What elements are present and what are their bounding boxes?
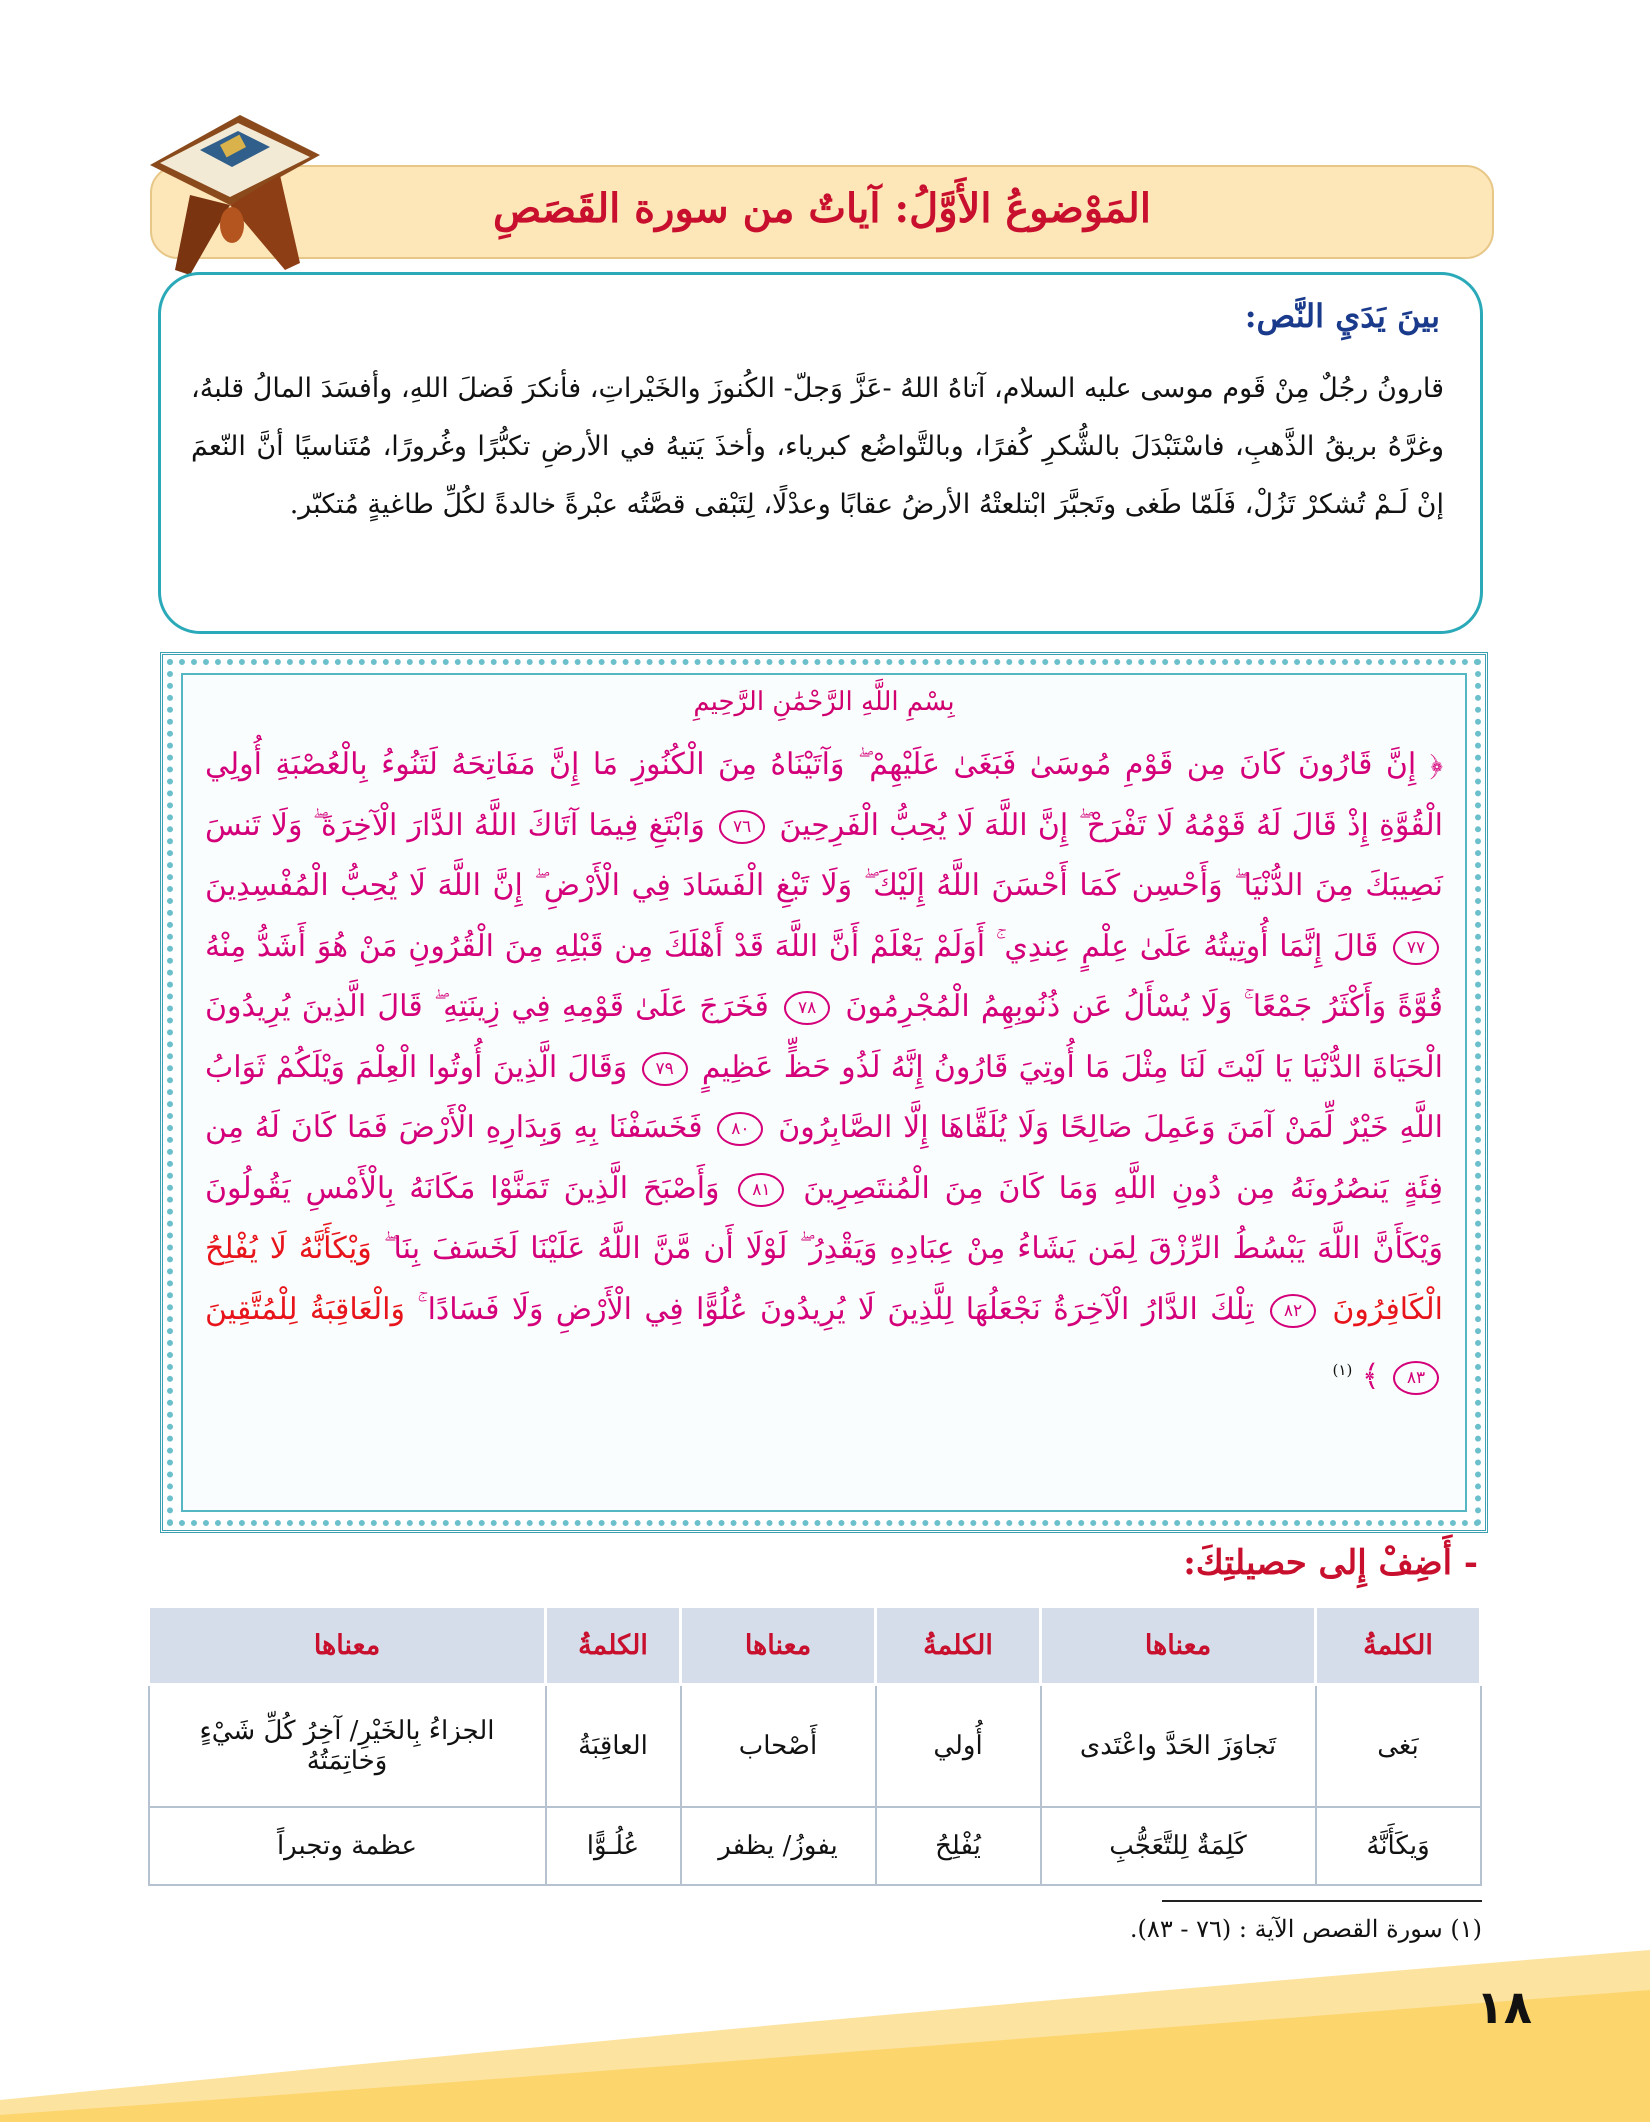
verse-text: قَالَ إِنَّمَا أُوتِيتُهُ عَلَىٰ عِلْمٍ عِندِي ۚ أَوَلَمْ يَعْلَمْ أَنَّ اللَّهَ قَدْ أَهْلَكَ مِن قَبْلِهِ مِنَ الْقُرُونِ مَنْ هُوَ أَشَدُّ مِنْهُ قُوَّةً وَأَكْثَرُ جَمْعًا ۚ وَلَا يُسْأَلُ عَن ذُنُوبِهِمُ الْمُجْرِمُونَ: [205, 928, 1443, 1024]
table-cell: العاقِبَةُ: [546, 1685, 681, 1808]
footnote-ref: (١): [1332, 1361, 1353, 1379]
verse-highlight: وَالْعَاقِبَةُ لِلْمُتَّقِينَ: [205, 1291, 405, 1327]
verse-text: فَخَرَجَ عَلَىٰ قَوْمِهِ فِي زِينَتِهِ ۖ قَالَ الَّذِينَ يُرِيدُونَ الْحَيَاةَ الدُّنْيَا يَا لَيْتَ لَنَا مِثْلَ مَا أُوتِيَ قَارُونُ إِنَّهُ لَذُو حَظٍّ عَظِيمٍ: [205, 989, 1443, 1085]
column-header: معناها: [1041, 1607, 1316, 1685]
table-cell: بَغى: [1316, 1685, 1481, 1808]
verse-number: ٨٠: [717, 1112, 763, 1146]
decorative-wave: [0, 1950, 1650, 2122]
verse-number: ٧٨: [784, 991, 830, 1025]
column-header: الكلمةُ: [546, 1607, 681, 1685]
table-cell: أَصْحاب: [681, 1685, 876, 1808]
page-title: المَوْضوعُ الأَوَّلُ: آياتٌ من سورة القَصَصِ: [493, 185, 1151, 232]
verse-highlight: وَيْكَأَنَّهُ لَا يُفْلِحُ الْكَافِرُونَ: [205, 1231, 1443, 1327]
vocab-heading: - أَضِفْ إِلى حصيلتِكَ:: [1183, 1543, 1478, 1583]
quran-panel: [181, 673, 1467, 1512]
verse-text: إِنَّ قَارُونَ كَانَ مِن قَوْمِ مُوسَىٰ فَبَغَىٰ عَلَيْهِمْ ۖ وَآتَيْنَاهُ مِنَ الْكُنُوزِ مَا إِنَّ مَفَاتِحَهُ لَتَنُوءُ بِالْعُصْبَةِ أُولِي الْقُوَّةِ إِذْ قَالَ لَهُ قَوْمُهُ لَا تَفْرَحْ ۖ إِنَّ اللَّهَ لَا يُحِبُّ الْفَرِحِينَ: [205, 747, 1443, 843]
verse-number: ٧٧: [1393, 931, 1439, 965]
table-cell: عظمة وتجبراً: [149, 1807, 546, 1885]
intro-text: قارونُ رجُلٌ مِنْ قَوم موسى عليه السلام، آتاهُ اللهُ -عَزَّ وَجلّ- الكُنوزَ والخَيْراتِ، فأنكرَ فَضلَ اللهِ، وأفسَدَ المالُ قلبهُ، وغرَّهُ بريقُ الذَّهبِ، فاسْتَبْدَلَ بالشُّكرِ كُفرًا، وبالتَّواضُع كبرياء، وأخذَ يَتيهُ في الأرضِ تكبُّرًا وغُرورًا، مُتَناسيًا أنَّ النّعمَ إنْ لَـمْ تُشكرْ تَزُلْ، فَلَمّا طَغى وتَجبَّرَ ابْتلعتْهُ الأرضُ عقابًا وعدْلًا، لِتَبْقى قصَّتُه عبْرةً خالدةً لكُلِّ طاغيةٍ مُتكبّر.: [191, 373, 1444, 520]
table-cell: عُلُـوًّا: [546, 1807, 681, 1885]
open-bracket: ﴿: [1429, 747, 1444, 782]
table-cell: كَلِمَةٌ لِلتَّعَجُّبِ: [1041, 1807, 1316, 1885]
verse-text: تِلْكَ الدَّارُ الْآخِرَةُ نَجْعَلُهَا لِلَّذِينَ لَا يُرِيدُونَ عُلُوًّا فِي الْأَرْضِ وَلَا فَسَادًا ۚ: [417, 1291, 1254, 1327]
quran-frame: [160, 652, 1488, 1533]
page-number: ١٨: [1475, 1980, 1532, 2034]
close-bracket: ﴾: [1361, 1359, 1380, 1394]
table-row: [149, 1807, 1481, 1885]
verse-number: ٨٢: [1270, 1294, 1316, 1328]
quran-verses: [205, 735, 1443, 1408]
table-cell: يفوزُ/ يظفر: [681, 1807, 876, 1885]
column-header: معناها: [681, 1607, 876, 1685]
footnote-divider: [1162, 1900, 1482, 1902]
column-header: معناها: [149, 1607, 546, 1685]
title-banner: [150, 165, 1494, 259]
table-cell: أُولي: [876, 1685, 1041, 1808]
table-cell: وَيكَأَنَّهُ: [1316, 1807, 1481, 1885]
table-cell: الجزاءُ بِالخَيْرِ/ آخِرُ كُلِّ شَيْءٍ وَخاتِمَتُهُ: [149, 1685, 546, 1808]
verse-text: فَخَسَفْنَا بِهِ وَبِدَارِهِ الْأَرْضَ فَمَا كَانَ لَهُ مِن فِئَةٍ يَنصُرُونَهُ مِن دُونِ اللَّهِ وَمَا كَانَ مِنَ الْمُنتَصِرِينَ: [205, 1110, 1444, 1206]
verse-text: وَابْتَغِ فِيمَا آتَاكَ اللَّهُ الدَّارَ الْآخِرَةَ ۖ وَلَا تَنسَ نَصِيبَكَ مِنَ الدُّنْيَا ۖ وَأَحْسِن كَمَا أَحْسَنَ اللَّهُ إِلَيْكَ ۖ وَلَا تَبْغِ الْفَسَادَ فِي الْأَرْضِ ۖ إِنَّ اللَّهَ لَا يُحِبُّ الْمُفْسِدِينَ: [205, 807, 1443, 903]
intro-box: [158, 272, 1483, 634]
table-header-row: [149, 1607, 1481, 1685]
verse-text: وَقَالَ الَّذِينَ أُوتُوا الْعِلْمَ وَيْلَكُمْ ثَوَابُ اللَّهِ خَيْرٌ لِّمَنْ آمَنَ وَعَمِلَ صَالِحًا وَلَا يُلَقَّاهَا إِلَّا الصَّابِرُونَ: [205, 1049, 1443, 1145]
basmala: بِسْمِ اللَّهِ الرَّحْمَٰنِ الرَّحِيمِ: [693, 687, 955, 717]
intro-heading: بينَ يَدَيِ النَّص:: [1244, 297, 1440, 335]
verse-number: ٨١: [738, 1173, 784, 1207]
table-row: [149, 1685, 1481, 1808]
vocab-table: [147, 1605, 1482, 1886]
table-cell: تَجاوَزَ الحَدَّ واعْتَدى: [1041, 1685, 1316, 1808]
verse-number: ٧٦: [719, 810, 765, 844]
verse-text: وَأَصْبَحَ الَّذِينَ تَمَنَّوْا مَكَانَهُ بِالْأَمْسِ يَقُولُونَ وَيْكَأَنَّ اللَّهَ يَبْسُطُ الرِّزْقَ لِمَن يَشَاءُ مِنْ عِبَادِهِ وَيَقْدِرُ ۖ لَوْلَا أَن مَّنَّ اللَّهُ عَلَيْنَا لَخَسَفَ بِنَا ۖ: [205, 1170, 1443, 1266]
footnote: (١) سورة القصص الآية : (٧٦ - ٨٣).: [1129, 1915, 1482, 1943]
quran-stand-icon: [130, 95, 340, 295]
column-header: الكلمةُ: [1316, 1607, 1481, 1685]
verse-number: ٧٩: [642, 1052, 688, 1086]
column-header: الكلمةُ: [876, 1607, 1041, 1685]
table-cell: يُفْلِحُ: [876, 1807, 1041, 1885]
verse-number: ٨٣: [1393, 1361, 1439, 1395]
